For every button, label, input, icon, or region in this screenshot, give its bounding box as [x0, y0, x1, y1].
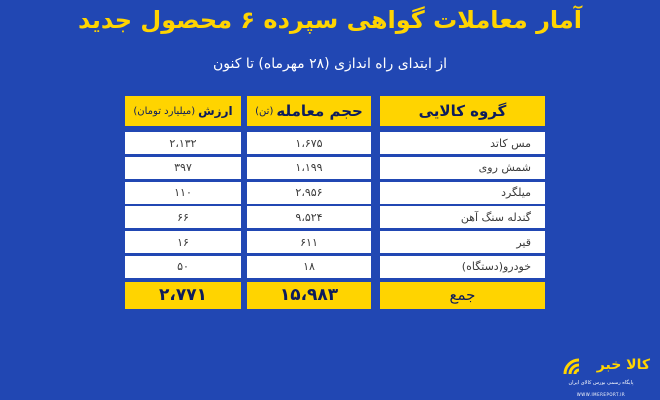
row-name: گندله سنگ آهن [380, 206, 545, 228]
table-row [125, 157, 545, 179]
total-value: ۲،۷۷۱ [125, 282, 241, 309]
row-name: قیر [380, 231, 545, 253]
header-group: گروه کالایی [380, 96, 545, 126]
row-name: شمش روی [380, 157, 545, 179]
row-value: ۱۶ [125, 231, 241, 253]
table-header-row [125, 96, 545, 126]
table-row [125, 256, 545, 278]
page-subtitle: از ابتدای راه اندازی (۲۸ مهرماه) تا کنون [212, 56, 448, 72]
table-total-row [125, 282, 545, 309]
row-value: ۲،۱۳۲ [125, 132, 241, 154]
row-volume: ۱۸ [247, 256, 371, 278]
table-row [125, 182, 545, 204]
row-volume: ۱،۶۷۵ [247, 132, 371, 154]
row-value: ۶۶ [125, 206, 241, 228]
total-label: جمع [380, 282, 545, 309]
row-value: ۵۰ [125, 256, 241, 278]
total-volume: ۱۵،۹۸۳ [247, 282, 371, 309]
table-row [125, 206, 545, 228]
stats-table [125, 96, 545, 312]
row-name: خودرو(دستگاه) [380, 256, 545, 278]
row-volume: ۲،۹۵۶ [247, 182, 371, 204]
brand-logo-text: کالا خبر [596, 357, 650, 373]
brand-tagline: پایگاه رسمی بورس کالای ایران [568, 380, 634, 386]
header-value: ارزش (میلیارد تومان) [125, 96, 241, 126]
row-name: مس کاتد [380, 132, 545, 154]
row-volume: ۹،۵۲۴ [247, 206, 371, 228]
row-name: میلگرد [380, 182, 545, 204]
row-volume: ۱،۱۹۹ [247, 157, 371, 179]
row-value: ۱۱۰ [125, 182, 241, 204]
table-row [125, 132, 545, 154]
page-title: آمار معاملات گواهی سپرده ۶ محصول جدید [78, 6, 582, 34]
brand-url: WWW.IMEREPORT.IR [576, 392, 626, 397]
table-row [125, 231, 545, 253]
header-volume: حجم معامله (تن) [247, 96, 371, 126]
row-volume: ۶۱۱ [247, 231, 371, 253]
row-value: ۳۹۷ [125, 157, 241, 179]
